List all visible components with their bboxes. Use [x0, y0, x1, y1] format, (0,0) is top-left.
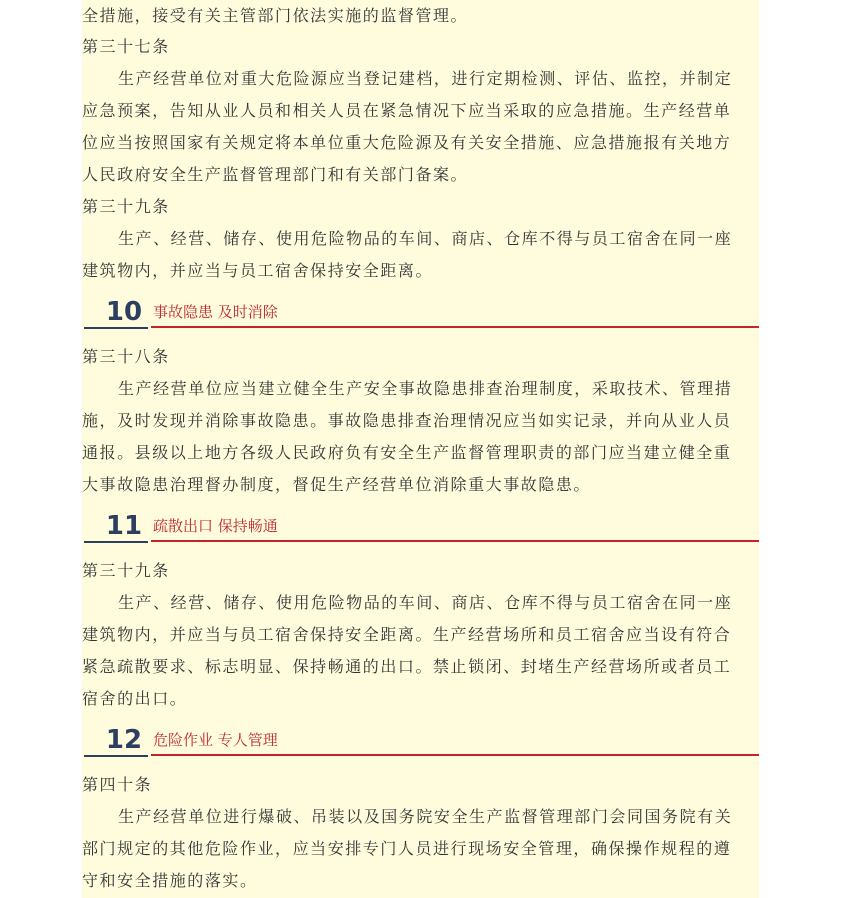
text-line: 施，及时发现并消除事故隐患。事故隐患排查治理情况应当如实记录，并向从业人员 — [82, 411, 732, 430]
text-line: 人民政府安全生产监督管理部门和有关部门备案。 — [82, 165, 469, 184]
text-line: 建筑物内，并应当与员工宿舍保持安全距离。生产经营场所和员工宿舍应当设有符合 — [82, 625, 732, 644]
section-title: 疏散出口 保持畅通 — [153, 517, 278, 535]
section-title: 危险作业 专人管理 — [153, 731, 278, 749]
section-number: 12 — [105, 725, 143, 755]
text-line: 通报。县级以上地方各级人民政府负有安全生产监督管理职责的部门应当建立健全重 — [82, 443, 732, 462]
document-panel — [82, 0, 759, 898]
text-line: 紧急疏散要求、标志明显、保持畅通的出口。禁止锁闭、封堵生产经营场所或者员工 — [82, 657, 732, 676]
section-number: 11 — [105, 511, 143, 541]
text-line: 生产经营单位对重大危险源应当登记建档，进行定期检测、评估、监控，并制定 — [118, 69, 733, 88]
section-title: 事故隐患 及时消除 — [153, 303, 278, 321]
section-rule-blue — [84, 541, 148, 543]
text-line: 建筑物内，并应当与员工宿舍保持安全距离。 — [82, 261, 434, 280]
article-heading: 第四十条 — [82, 775, 153, 794]
text-line: 生产经营单位进行爆破、吊装以及国务院安全生产监督管理部门会同国务院有关 — [118, 807, 733, 826]
text-line: 生产、经营、储存、使用危险物品的车间、商店、仓库不得与员工宿舍在同一座 — [118, 229, 733, 248]
text-line: 部门规定的其他危险作业，应当安排专门人员进行现场安全管理，确保操作规程的遵 — [82, 839, 732, 858]
article-heading: 第三十八条 — [82, 347, 170, 366]
section-rule-red — [151, 754, 759, 756]
section-number: 10 — [105, 297, 143, 327]
text-line: 守和安全措施的落实。 — [82, 871, 258, 890]
section-rule-blue — [84, 327, 148, 329]
article-heading: 第三十九条 — [82, 197, 170, 216]
text-line: 生产、经营、储存、使用危险物品的车间、商店、仓库不得与员工宿舍在同一座 — [118, 593, 733, 612]
article-heading: 第三十七条 — [82, 37, 170, 56]
text-line: 全措施，接受有关主管部门依法实施的监督管理。 — [82, 6, 469, 25]
article-heading: 第三十九条 — [82, 561, 170, 580]
text-line: 大事故隐患治理督办制度，督促生产经营单位消除重大事故隐患。 — [82, 475, 591, 494]
text-line: 位应当按照国家有关规定将本单位重大危险源及有关安全措施、应急措施报有关地方 — [82, 133, 732, 152]
section-rule-red — [151, 540, 759, 542]
text-line: 生产经营单位应当建立健全生产安全事故隐患排查治理制度，采取技术、管理措 — [118, 379, 733, 398]
text-line: 宿舍的出口。 — [82, 689, 188, 708]
section-rule-red — [151, 326, 759, 328]
section-rule-blue — [84, 755, 148, 757]
text-line: 应急预案，告知从业人员和相关人员在紧急情况下应当采取的应急措施。生产经营单 — [82, 101, 732, 120]
